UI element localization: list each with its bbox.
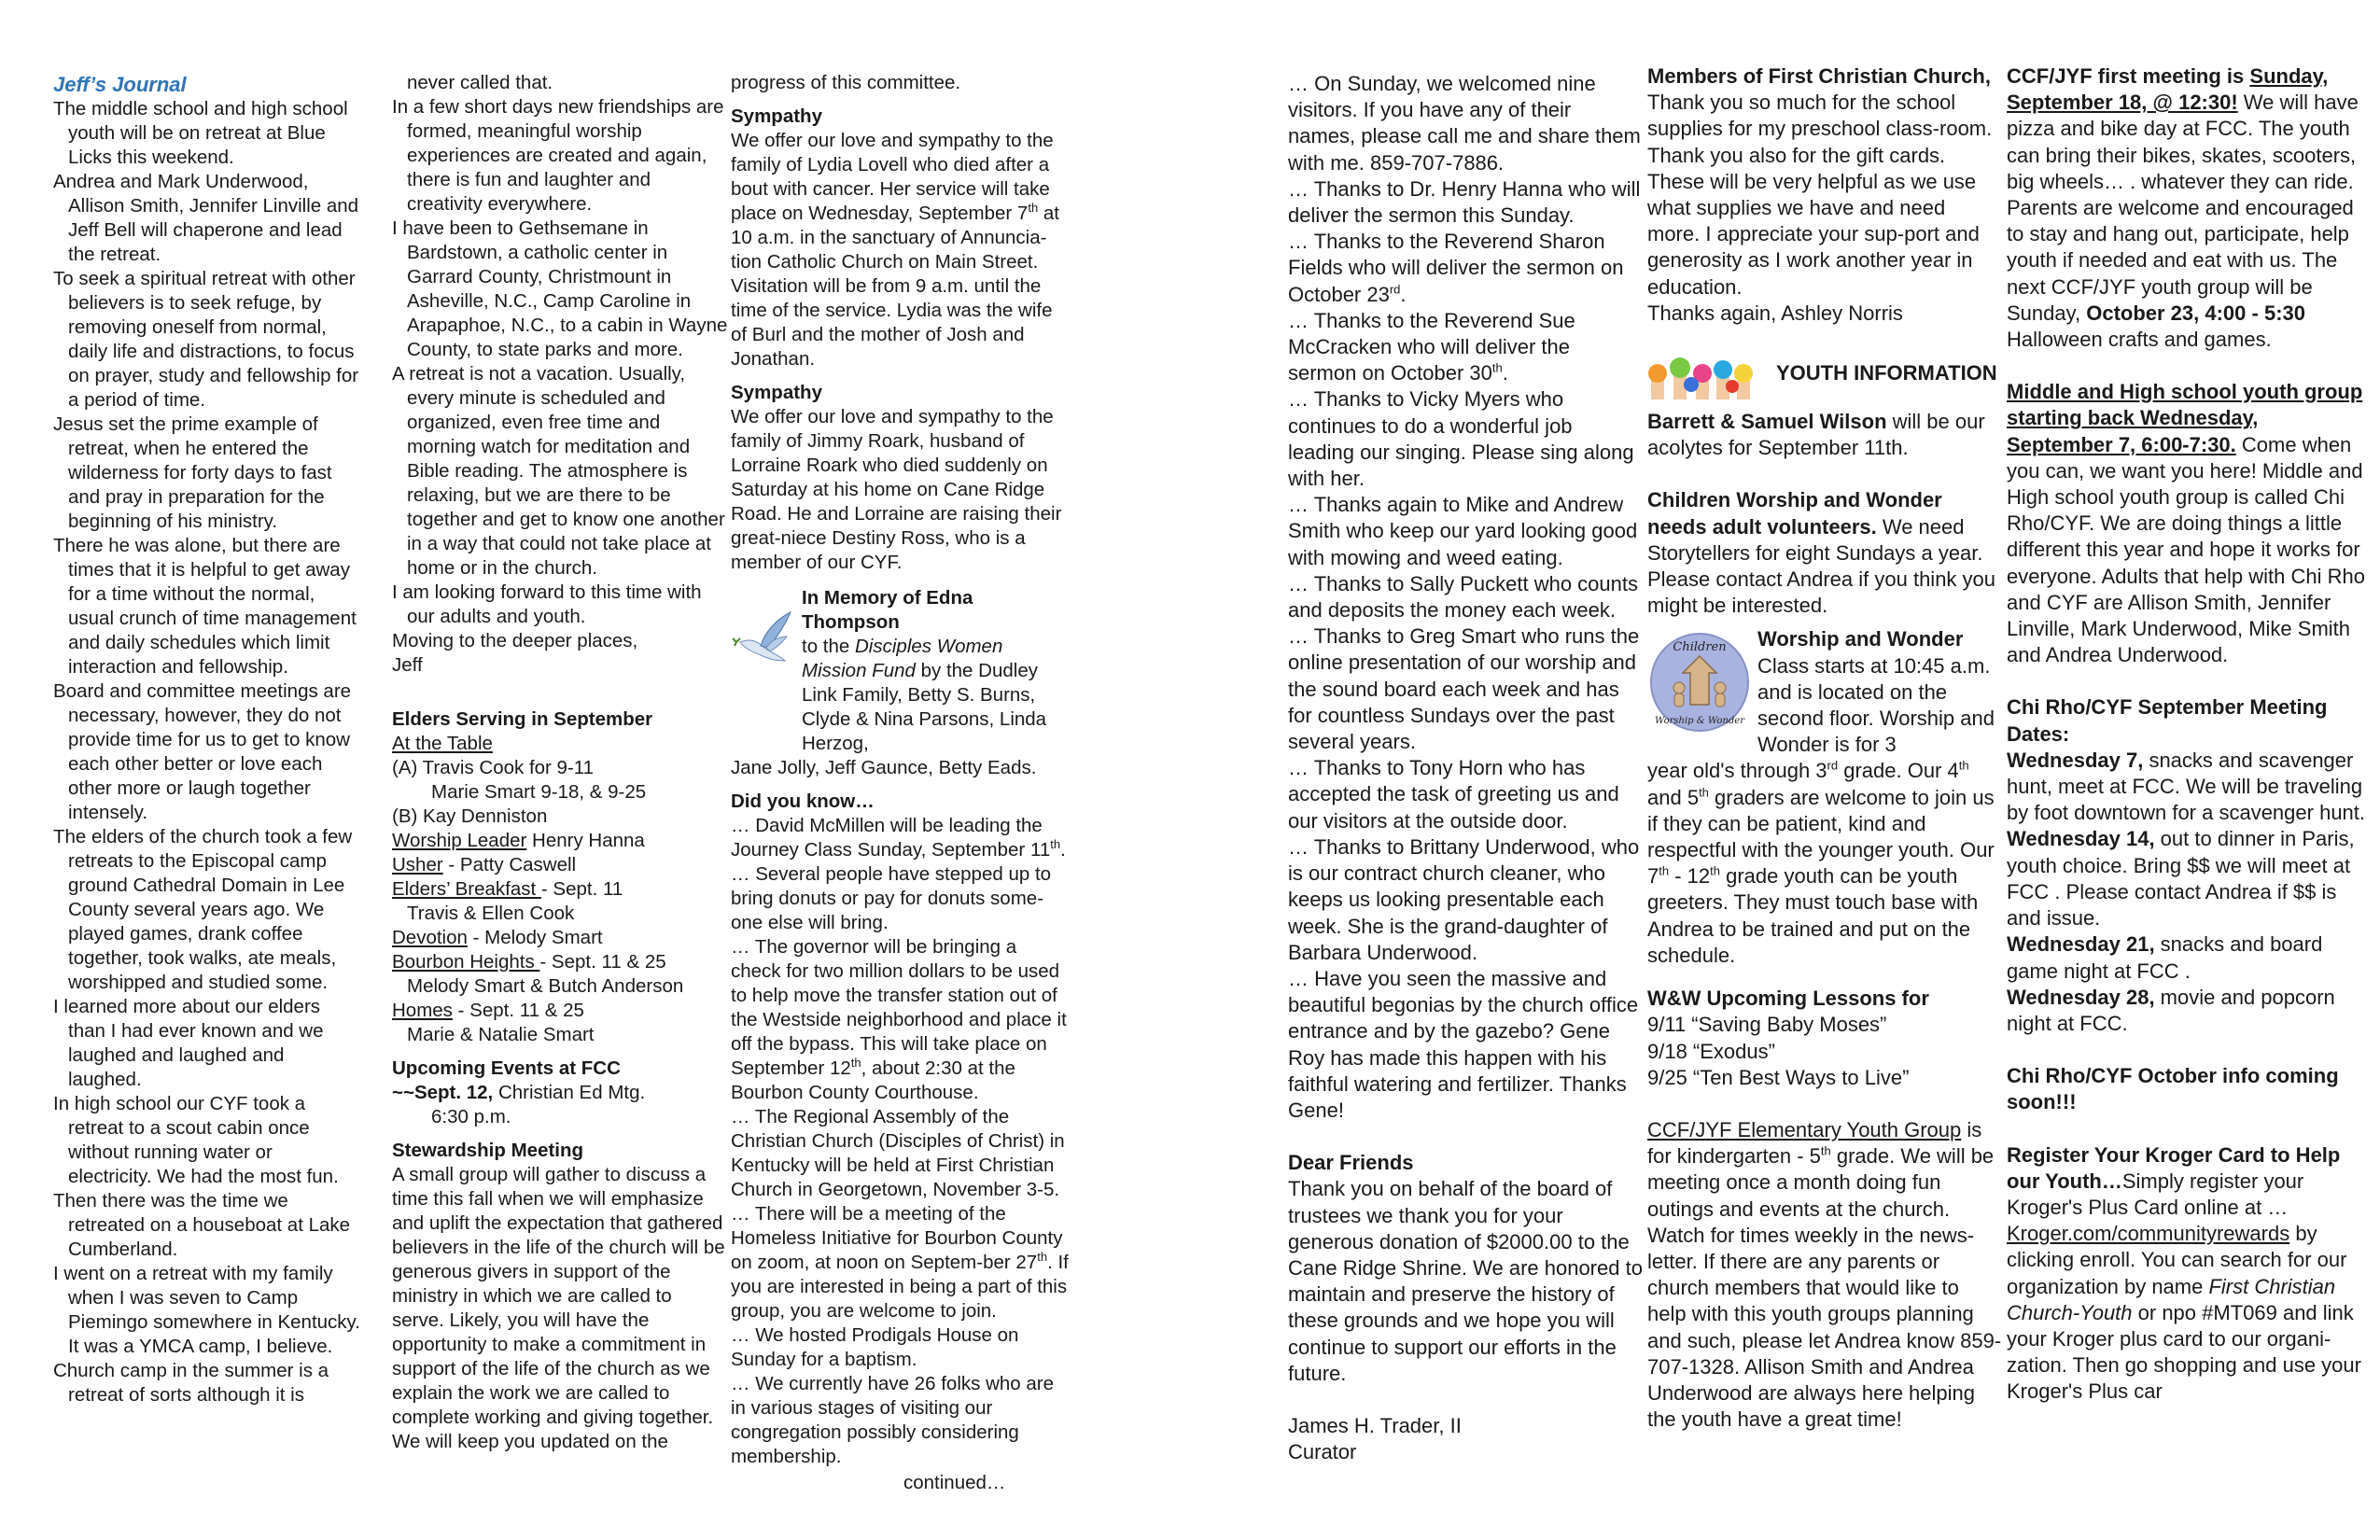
devotion-label: Devotion bbox=[392, 927, 468, 948]
journal-continuation: never called that. bbox=[407, 72, 553, 93]
dyk-item-5-end: . If you are interested in being a part of this group, you are welcome to join. bbox=[731, 1252, 1069, 1322]
journal-paragraph: Moving to the deeper places, bbox=[392, 630, 638, 651]
september-dates-list bbox=[2007, 748, 2366, 1037]
thanks-item-4-end: . bbox=[1502, 361, 1508, 385]
usher-name: - Patty Caswell bbox=[442, 854, 577, 875]
dyk-item-7: … We currently have 26 folks who are in various stages of visiting our congregation possibly considering membership. bbox=[731, 1373, 1054, 1467]
bourbon-label: Bourbon Heights bbox=[392, 951, 540, 973]
event-row bbox=[392, 1081, 728, 1105]
ordinal-suffix: th bbox=[1659, 863, 1670, 878]
ww-text-e: - 12 bbox=[1669, 864, 1711, 889]
bourbon-row bbox=[392, 950, 728, 974]
journal-body-cont bbox=[392, 95, 728, 678]
acolytes-text bbox=[1647, 409, 2002, 461]
thanks-item-3 bbox=[1288, 229, 1643, 308]
worship-leader-row bbox=[392, 829, 728, 853]
sympathy-text-b: at 10 a.m. in the sanctuary of Annuncia-tion Catholic Church on Main Street. Visitation will be from 9 a.m. until the time of the service. Lydia was the wife of Burl and the mother of Josh and Jonathan. bbox=[731, 203, 1059, 370]
painted-hands-icon bbox=[1647, 347, 1757, 399]
thanks-item-8: … Thanks to Greg Smart who runs the online presentation of our worship and the sound board each week and has for countless Sundays over the past several years. bbox=[1288, 624, 1640, 754]
homes-label: Homes bbox=[392, 1000, 453, 1021]
did-you-know-heading: Did you know… bbox=[731, 791, 875, 812]
ordinal-suffix: rd bbox=[1389, 282, 1401, 297]
members-signoff: Thanks again, Ashley Norris bbox=[1647, 301, 1903, 325]
october-info: Chi Rho/CYF October info coming soon!!! bbox=[2007, 1064, 2339, 1114]
journal-paragraph: In a few short days new friendships are formed, meaningful worship experiences are created and again, there is fun and laughter and creativity everywhere. bbox=[392, 96, 724, 215]
lessons-heading: W&W Upcoming Lessons for bbox=[1647, 987, 1929, 1011]
devotion-name: - Melody Smart bbox=[467, 927, 603, 948]
elder-a-line2: Marie Smart 9-18, & 9-25 bbox=[431, 781, 647, 803]
september-dates-heading: Chi Rho/CYF September Meeting Dates: bbox=[2007, 695, 2328, 746]
ww-text-f: grade youth can be youth greeters. They must touch base with Andrea to be trained and put on the schedule. bbox=[1647, 864, 1979, 967]
dyk-item-3-text: … The governor will be bringing a check for two million dollars to be used to help move the transfer station out of the Westside neighborhood and place it off the bypass. This will take place on September 12 bbox=[731, 936, 1067, 1079]
event-date: ~~Sept. 12, bbox=[392, 1082, 494, 1103]
september-date-day: Wednesday 14, bbox=[2007, 827, 2155, 851]
sympathy-body-2: We offer our love and sympathy to the family of Jimmy Roark, husband of Lorraine Roark who died suddenly on Saturday at his home on Cane Ridge Road. He and Lorraine are raising their great-niece Destiny Ross, who is a member of our CYF. bbox=[731, 406, 1062, 573]
svg-text:Worship & Wonder: Worship & Wonder bbox=[1655, 716, 1744, 727]
september-date-item bbox=[2007, 985, 2366, 1037]
september-date-day: Wednesday 21, bbox=[2007, 932, 2155, 957]
thanks-item-4 bbox=[1288, 308, 1643, 387]
kroger-text-b: by clicking enroll. You can search for our organization by name bbox=[2007, 1222, 2347, 1298]
sympathy-heading-2: Sympathy bbox=[731, 382, 822, 403]
stewardship-body: A small group will gather to discuss a time this fall when we will emphasize and uplift the expectation that gathered believers in the life of the church will be generous givers in support of the ministry in which we are called to serve. Likely, you will have the opportunity to make a commitment in support of the life of the church as we explain the work we are called to complete working and giving together. We will keep you updated on the bbox=[392, 1164, 725, 1452]
homes-names: Marie & Natalie Smart bbox=[407, 1024, 595, 1045]
journal-title: Jeff’s Journal bbox=[53, 73, 187, 96]
first-meeting-date: Sunday, September 18, @ 12:30! bbox=[2007, 64, 2329, 115]
homes-row bbox=[392, 999, 728, 1023]
bourbon-dates: - Sept. 11 & 25 bbox=[539, 951, 666, 973]
first-meeting bbox=[2007, 63, 2366, 353]
first-meeting-tail: Halloween crafts and games. bbox=[2007, 328, 2272, 352]
memorial-block bbox=[731, 586, 1069, 780]
worship-leader-label: Worship Leader bbox=[392, 830, 527, 851]
elementary-is: is bbox=[1961, 1117, 1982, 1141]
breakfast-names: Travis & Ellen Cook bbox=[407, 903, 575, 924]
dyk-item-6: … We hosted Prodigals House on Sunday for a baptism. bbox=[731, 1324, 1019, 1370]
events-heading: Upcoming Events at FCC bbox=[392, 1057, 621, 1079]
elementary-text-a: for kindergarten - 5 bbox=[1647, 1144, 1821, 1169]
first-meeting-heading: CCF/JYF first meeting is bbox=[2007, 64, 2250, 88]
worship-wonder-body: Class starts at 10:45 a.m. and is located on the second floor. Worship and Wonder is for 3 bbox=[1757, 653, 1995, 757]
acolytes-names: Barrett & Samuel Wilson bbox=[1647, 410, 1887, 434]
elementary-heading: CCF/JYF Elementary Youth Group bbox=[1647, 1117, 1962, 1141]
journal-paragraph: I have been to Gethsemane in Bardstown, a catholic center in Garrard County, Christmount in Asheville, N.C., Camp Caroline in Arapaphoe, N.C., to a cabin in Wayne County, to state parks and more. bbox=[392, 217, 728, 360]
dyk-item-4: … The Regional Assembly of the Christian Church (Disciples of Christ) in Kentucky will be held at First Christian Church in Georgetown, November 3-5. bbox=[731, 1106, 1065, 1200]
kroger-block bbox=[2007, 1142, 2366, 1406]
worship-wonder-logo bbox=[1649, 632, 1750, 733]
usher-label: Usher bbox=[392, 854, 443, 875]
lesson-item: 9/18 “Exodus” bbox=[1647, 1039, 1775, 1063]
journal-paragraph: There he was alone, but there are times that it is helpful to get away for a time without the normal, usual crunch of time management and daily schedules which limit interaction and fellowship. bbox=[53, 535, 357, 678]
acolytes-rest: will be our acolytes for September 11th. bbox=[1647, 410, 1985, 460]
thanks-item-4-text: … Thanks to the Reverend Sue McCracken who will deliver the sermon on October 30 bbox=[1288, 308, 1575, 385]
sympathy-text-a: We offer our love and sympathy to the family of Lydia Lovell who died after a bout with cancer. Her service will take place on Wednesday, September 7 bbox=[731, 130, 1054, 224]
ordinal-suffix: th bbox=[850, 1056, 861, 1071]
ordinal-suffix: th bbox=[1491, 360, 1503, 375]
ww-text-c: and 5 bbox=[1647, 785, 1700, 809]
sympathy-heading-1: Sympathy bbox=[731, 105, 822, 127]
event-time: 6:30 p.m. bbox=[431, 1106, 511, 1127]
thanks-item-1: … On Sunday, we welcomed nine visitors. If you have any of their names, please call me and share them with me. 859-707-7886. bbox=[1288, 72, 1641, 175]
dyk-item-1-text: … David McMillen will be leading the Journey Class Sunday, September 11 bbox=[731, 815, 1051, 861]
svg-text:Children: Children bbox=[1673, 640, 1727, 655]
worship-leader-name: Henry Hanna bbox=[526, 830, 645, 851]
journal-paragraph: Jesus set the prime example of retreat, when he entered the wilderness for forty days to fast and pray in preparation for the beginning of his ministry. bbox=[53, 413, 332, 532]
ordinal-suffix: th bbox=[1037, 1250, 1048, 1265]
journal-paragraph: I went on a retreat with my family when I was seven to Camp Piemingo somewhere in Kentucky. It was a YMCA camp, I believe. bbox=[53, 1263, 360, 1357]
journal-paragraph: I learned more about our elders than I had ever known and we laughed and laughed and laughed. bbox=[53, 996, 324, 1090]
september-date-item bbox=[2007, 748, 2366, 827]
first-meeting-body: We will have pizza and bike day at FCC. The youth can bring their bikes, skates, scooters, big wheels… . whatever they can ride. Parents are welcome and encouraged to stay and hang out, participate, help youth if needed and eat with us. The next CCF/JYF youth group will be Sunday, bbox=[2007, 91, 2359, 325]
at-table-label: At the Table bbox=[392, 733, 493, 754]
signature-role: Curator bbox=[1288, 1440, 1357, 1464]
elementary-text-b: grade. We will be meeting once a month doing fun outings and events at the church. Watch for times weekly in the news-letter. If there are any parents or church members that would like to help with this youth groups planning and such, please let Andrea know 859-707-1328. Allison Smith and Andrea Underwood are always here helping the youth have a great time! bbox=[1647, 1144, 2002, 1432]
memorial-donors-tail: Jane Jolly, Jeff Gaunce, Betty Eads. bbox=[731, 757, 1037, 778]
journal-body bbox=[53, 97, 361, 1407]
september-date-item bbox=[2007, 826, 2366, 931]
breakfast-date: - Sept. 11 bbox=[540, 878, 623, 900]
september-date-text: snacks and board game night at FCC . bbox=[2007, 932, 2323, 983]
breakfast-row bbox=[392, 877, 728, 902]
memorial-fund: Disciples Women Mission Fund bbox=[802, 636, 1003, 681]
sympathy-body-1 bbox=[731, 129, 1069, 371]
cww-volunteers bbox=[1647, 487, 2002, 619]
memorial-donors: by the Dudley Link Family, Betty S. Burns, Clyde & Nina Parsons, Linda Herzog, bbox=[802, 660, 1047, 754]
ordinal-suffix: th bbox=[1028, 201, 1039, 216]
thanks-item-3-end: . bbox=[1400, 282, 1407, 306]
homes-dates: - Sept. 11 & 25 bbox=[452, 1000, 584, 1021]
worship-wonder-block bbox=[1647, 626, 2002, 969]
dyk-item-5 bbox=[731, 1202, 1069, 1323]
ordinal-suffix: th bbox=[1710, 863, 1720, 878]
dear-friends-heading: Dear Friends bbox=[1288, 1151, 1414, 1175]
journal-paragraph: I am looking forward to this time with our adults and youth. bbox=[392, 581, 702, 627]
elder-b-line: (B) Kay Denniston bbox=[392, 805, 548, 827]
thanks-item-3-text: … Thanks to the Reverend Sharon Fields who will deliver the sermon on October 23 bbox=[1288, 230, 1624, 306]
dear-friends-body: Thank you on behalf of the board of trustees we thank you for your generous donation of $2000.00 to the Cane Ridge Shrine. We are honored to maintain and preserve the history of these grounds and we hope you will continue to support our efforts in the future. bbox=[1288, 1177, 1643, 1385]
september-date-day: Wednesday 28, bbox=[2007, 985, 2155, 1009]
dove-icon bbox=[731, 605, 796, 670]
september-date-text: movie and popcorn night at FCC. bbox=[2007, 985, 2335, 1035]
dyk-item-3-end: , about 2:30 at the Bourbon County Courthouse. bbox=[731, 1057, 1015, 1103]
ordinal-suffix: rd bbox=[1827, 759, 1839, 774]
column-jeffs-journal bbox=[53, 73, 361, 1407]
ww-text-a: year old's through 3 bbox=[1647, 759, 1827, 783]
next-meeting-date: October 23, 4:00 - 5:30 bbox=[2086, 301, 2305, 325]
ordinal-suffix: th bbox=[1699, 785, 1709, 800]
kroger-text-a: Simply register your Kroger's Plus Card online at … bbox=[2007, 1169, 2304, 1219]
elementary-group bbox=[1647, 1117, 2002, 1433]
thanks-item-11: … Have you seen the massive and beautiful begonias by the church office entrance and by the gazebo? Gene Roy has made this happen with his faithful watering and fertilizer. Thanks Gene! bbox=[1288, 966, 1639, 1122]
column-4 bbox=[1288, 71, 1643, 1465]
members-heading: Members of First Christian Church, bbox=[1647, 64, 1991, 88]
devotion-row bbox=[392, 926, 728, 950]
cww-body: We need Storytellers for eight Sundays a year. Please contact Andrea if you think you might be interested. bbox=[1647, 514, 1996, 618]
kroger-heading: Register Your Kroger Card to Help our Youth… bbox=[2007, 1142, 2341, 1193]
thanks-item-2: … Thanks to Dr. Henry Hanna who will deliver the sermon this Sunday. bbox=[1288, 176, 1641, 228]
journal-paragraph: To seek a spiritual retreat with other believers is to seek refuge, by removing oneself from normal, daily life and distractions, to focus on prayer, study and fellowship for a period of time. bbox=[53, 268, 359, 411]
usher-row bbox=[392, 853, 728, 877]
journal-paragraph: Jeff bbox=[392, 654, 423, 676]
event-name: Christian Ed Mtg. bbox=[493, 1082, 646, 1103]
cww-heading: Children Worship and Wonder needs adult volunteers. bbox=[1647, 488, 1942, 539]
september-date-item bbox=[2007, 931, 2366, 984]
journal-paragraph: Then there was the time we retreated on a houseboat at Lake Cumberland. bbox=[53, 1190, 351, 1260]
youth-information-header bbox=[1647, 347, 2002, 399]
lesson-item: 9/11 “Saving Baby Moses” bbox=[1647, 1013, 1887, 1037]
journal-paragraph: In high school our CYF took a retreat to a scout cabin once without running water or electricity. We had the most fun. bbox=[53, 1093, 339, 1187]
dyk-item-1-end: . bbox=[1060, 839, 1066, 861]
column-5 bbox=[1647, 63, 2002, 1433]
middle-high-heading: Middle and High school youth group starting back Wednesday, September 7, 6:00-7:30. bbox=[2007, 380, 2363, 456]
column-3 bbox=[731, 71, 1069, 1495]
column-2 bbox=[392, 71, 728, 1454]
memorial-heading: In Memory of Edna Thompson bbox=[802, 587, 973, 633]
journal-paragraph: Board and committee meetings are necessary, however, they do not provide time for us to get to know each other better or love each other more or laugh together intensely. bbox=[53, 680, 352, 823]
stewardship-heading: Stewardship Meeting bbox=[392, 1140, 584, 1161]
breakfast-label: Elders’ Breakfast bbox=[392, 878, 541, 900]
ww-text-b: grade. Our 4 bbox=[1838, 759, 1959, 783]
thanks-item-10: … Thanks to Brittany Underwood, who is our contract church cleaner, who keeps us looking presentable each week. She is the grand-daughter of Barbara Underwood. bbox=[1288, 834, 1640, 964]
september-date-text: out to dinner in Paris, youth choice. Bring $$ we will meet at FCC . Please contact Andrea if $$ is and issue. bbox=[2007, 827, 2355, 931]
thanks-item-6: … Thanks again to Mike and Andrew Smith who keep our yard looking good with mowing and weed eating. bbox=[1288, 493, 1638, 569]
journal-paragraph: Church camp in the summer is a retreat of sorts although it is bbox=[53, 1360, 329, 1406]
ordinal-suffix: th bbox=[1050, 837, 1061, 852]
middle-high-body: Come when you can, we want you here! Middle and High school youth group is called Chi Rho/CYF. We are doing things a little different this year and hope it works for everyone. Adults that help with Chi Rho and CYF are Allison Smith, Jennifer Linville, Mark Underwood, Mike Smith and Andrea Underwood. bbox=[2007, 432, 2366, 667]
journal-paragraph: The middle school and high school youth will be on retreat at Blue Licks this weekend. bbox=[53, 98, 348, 168]
elder-a-line: (A) Travis Cook for 9-11 bbox=[392, 757, 595, 778]
journal-paragraph: A retreat is not a vacation. Usually, every minute is scheduled and organized, even free time and morning watch for meditation and Bible reading. The atmosphere is relaxing, but we are there to be together and get to know one another in a way that could not take place at home or in the church. bbox=[392, 363, 725, 579]
middle-high-group bbox=[2007, 379, 2366, 668]
memorial-to: to the bbox=[802, 636, 855, 657]
dyk-item-2: … Several people have stepped up to bring donuts or pay for donuts some-one else will bring. bbox=[731, 863, 1052, 933]
youth-information-heading: YOUTH INFORMATION bbox=[1776, 360, 1997, 385]
elders-heading: Elders Serving in September bbox=[392, 708, 653, 730]
kroger-text-c: or npo #MT069 and link your Kroger plus card to our organi-zation. Then go shopping and use your Kroger's Plus car bbox=[2007, 1300, 2361, 1404]
worship-wonder-heading: Worship and Wonder bbox=[1757, 627, 1964, 651]
ww-text-d: graders are welcome to join us if they can be patient, kind and respectful with the younger youth. Our 7 bbox=[1647, 785, 1995, 889]
worship-wonder-details bbox=[1647, 758, 2002, 969]
dyk-item-3 bbox=[731, 935, 1069, 1105]
thanks-item-9: … Thanks to Tony Horn who has accepted the task of greeting us and our visitors at the outside door. bbox=[1288, 756, 1619, 833]
september-date-day: Wednesday 7, bbox=[2007, 748, 2144, 772]
memorial-text bbox=[802, 635, 1069, 756]
lesson-item: 9/25 “Ten Best Ways to Live” bbox=[1647, 1065, 1910, 1089]
stewardship-continuation: progress of this committee. bbox=[731, 72, 961, 93]
thanks-item-5: … Thanks to Vicky Myers who continues to do a wonderful job leading our singing. Please sing along with her. bbox=[1288, 387, 1634, 491]
signature-name: James H. Trader, II bbox=[1288, 1413, 1462, 1437]
ordinal-suffix: th bbox=[1820, 1143, 1831, 1158]
members-body: Thank you so much for the school supplies for my preschool class-room. Thank you also for the gift cards. These will be very helpful as we use what supplies we have and need more. I appreciate your sup-port and generosity as I work another year in education. bbox=[1647, 91, 1993, 299]
ordinal-suffix: th bbox=[1958, 759, 1969, 774]
journal-paragraph: Andrea and Mark Underwood, Allison Smith, Jennifer Linville and Jeff Bell will chaperone and lead the retreat. bbox=[53, 171, 359, 265]
dyk-item-1 bbox=[731, 814, 1069, 862]
kroger-org-name: First Christian Church-Youth bbox=[2007, 1274, 2336, 1324]
bourbon-names: Melody Smart & Butch Anderson bbox=[407, 975, 684, 997]
september-date-text: snacks and scavenger hunt, meet at FCC. We will be traveling by foot downtown for a scavenger hunt. bbox=[2007, 748, 2366, 825]
kroger-link[interactable]: Kroger.com/communityrewards bbox=[2007, 1222, 2290, 1246]
journal-paragraph: The elders of the church took a few retreats to the Episcopal camp ground Cathedral Domain in Lee County several years ago. We played games, drank coffee together, took walks, ate meals, worshipped and studied some. bbox=[53, 826, 353, 993]
column-6 bbox=[2007, 63, 2366, 1406]
dyk-item-5-text: … There will be a meeting of the Homeless Initiative for Bourbon County on zoom, at noon on Septem-ber 27 bbox=[731, 1203, 1063, 1273]
continued-label: continued… bbox=[903, 1472, 1006, 1493]
thanks-item-7: … Thanks to Sally Puckett who counts and deposits the money each week. bbox=[1288, 571, 1638, 623]
